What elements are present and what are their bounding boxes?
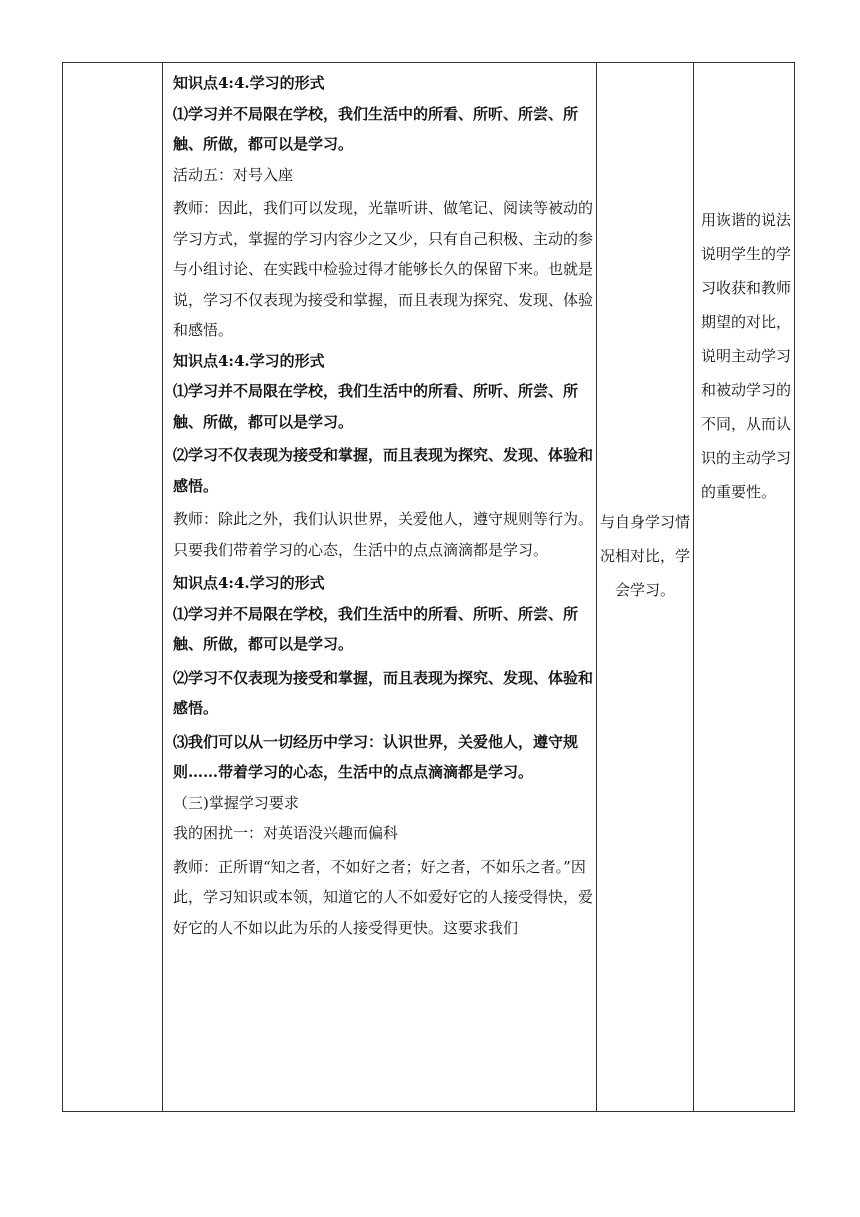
knowledge-point-item: ⑶我们可以从一切经历中学习：认识世界，关爱他人，遵守规则……带着学习的心态，生活中的点点滴滴都是学习。: [173, 732, 579, 781]
design-intent-text: 用诙谐的说法说明学生的学习收获和教师期望的对比，说明主动学习和被动学习的不同，从而认识的主动学习的重要性。: [701, 211, 792, 501]
teacher-speech: 教师：因此，我们可以发现，光靠听讲、做笔记、阅读等被动的学习方式，掌握的学习内容少之又少，只有自己积极、主动的参与小组讨论、在实践中检验过得才能够长久的保留下来。也就是说，学习不仅表现为接受和掌握，而且表现为探究、发现、体验和感悟。: [173, 199, 594, 339]
teacher-speech: 教师：正所谓“知之者，不如好之者；好之者，不如乐之者。”因此，学习知识或本领，知道它的人不如爱好它的人接受得快，爱好它的人不如以此为乐的人接受得更快。这要求我们: [173, 857, 594, 937]
knowledge-point-item: ⑵学习不仅表现为接受和掌握，而且表现为探究、发现、体验和感悟。: [173, 668, 594, 717]
student-activity-text: 与自身学习情况相对比，学会学习。: [600, 513, 691, 599]
student-activity-cell: [597, 63, 694, 1112]
section-cell: [63, 63, 163, 1112]
lesson-plan-table: [62, 62, 795, 1112]
design-intent-cell: [694, 63, 795, 1112]
knowledge-point-title: 知识点4:4.学习的形式: [173, 351, 325, 370]
knowledge-point-item: ⑴学习并不局限在学校，我们生活中的所看、所听、所尝、所触、所做，都可以是学习。: [173, 604, 579, 653]
knowledge-point-title: 知识点4:4.学习的形式: [173, 574, 325, 592]
teaching-process-content: [163, 63, 596, 943]
student-concern: 我的困扰一：对英语没兴趣而偏科: [173, 824, 399, 842]
section-heading: （三)掌握学习要求: [173, 793, 299, 812]
knowledge-point-item: ⑴学习并不局限在学校，我们生活中的所看、所听、所尝、所触、所做，都可以是学习。: [173, 104, 579, 153]
knowledge-point-title: 知识点4:4.学习的形式: [173, 74, 325, 92]
teaching-process-cell: [163, 63, 597, 1112]
table-row: [63, 63, 795, 1112]
knowledge-point-item: ⑴学习并不局限在学校，我们生活中的所看、所听、所尝、所触、所做，都可以是学习。: [173, 382, 579, 431]
activity-title: 活动五：对号入座: [173, 165, 294, 184]
knowledge-point-item: ⑵学习不仅表现为接受和掌握，而且表现为探究、发现、体验和感悟。: [173, 446, 594, 495]
teacher-speech: 教师：除此之外，我们认识世界，关爱他人，遵守规则等行为。只要我们带着学习的心态，生活中的点点滴滴都是学习。: [173, 510, 594, 559]
